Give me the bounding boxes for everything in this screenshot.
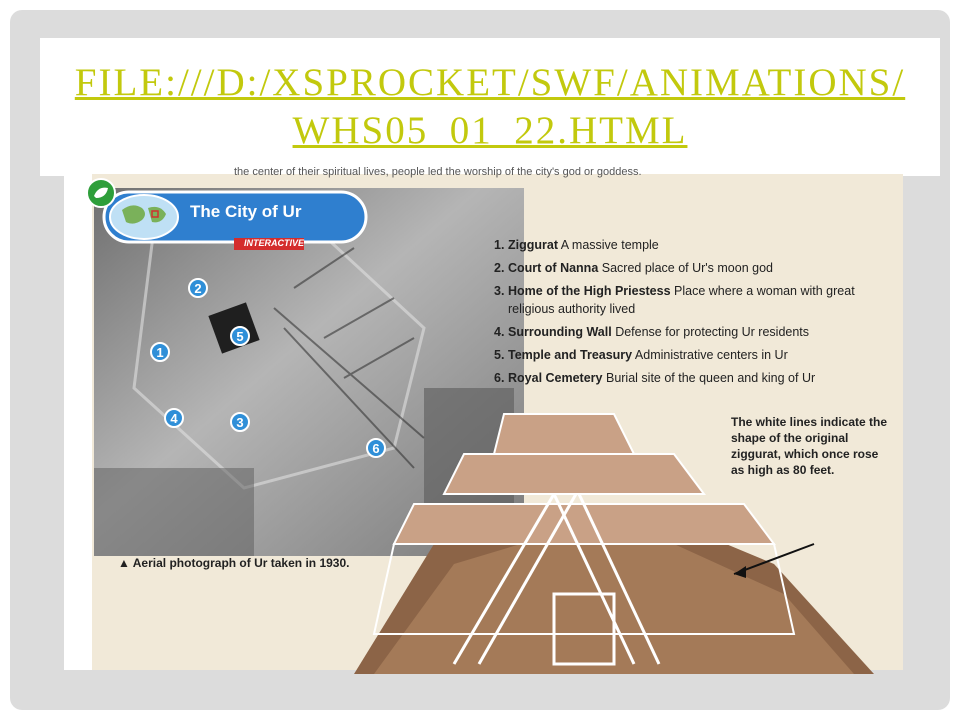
legend-term: Temple and Treasury: [508, 348, 633, 362]
legend-term: Surrounding Wall: [508, 325, 612, 339]
banner-subtitle: INTERACTIVE: [244, 238, 305, 248]
legend-number: 2.: [494, 261, 505, 275]
legend-item: [494, 282, 874, 318]
legend-list: [494, 236, 874, 392]
ziggurat-note: The white lines indicate the shape of the original ziggurat, which once rose as high as 80 feet.: [731, 415, 888, 477]
marker-1[interactable]: 1: [150, 342, 170, 362]
legend-term: Court of Nanna: [508, 261, 599, 275]
legend-desc: Burial site of the queen and king of Ur: [605, 371, 816, 385]
legend-desc: Defense for protecting Ur residents: [615, 325, 810, 339]
legend-term: Royal Cemetery: [508, 371, 603, 385]
marker-5[interactable]: 5: [230, 326, 250, 346]
legend-item: [494, 323, 874, 341]
title-box: [40, 38, 940, 176]
legend-number: 1.: [494, 238, 505, 252]
legend-item: [494, 346, 874, 364]
marker-3[interactable]: 3: [230, 412, 250, 432]
legend-number: 3.: [494, 284, 505, 298]
legend-desc: A massive temple: [560, 238, 659, 252]
file-link[interactable]: FILE:///D:/XSPROCKET/SWF/ANIMATIONS/WHS05_01_22.HTML: [74, 61, 906, 152]
legend-item: [494, 259, 874, 277]
banner-title: The City of Ur: [190, 202, 302, 221]
legend-desc: Sacred place of Ur's moon god: [601, 261, 773, 275]
marker-4[interactable]: 4: [164, 408, 184, 428]
legend-item: [494, 236, 874, 254]
legend-term: Home of the High Priestess: [508, 284, 671, 298]
book-edge: [64, 174, 92, 670]
marker-6[interactable]: 6: [366, 438, 386, 458]
panel-top-text: the center of their spiritual lives, people led the worship of the city's god or goddess.: [234, 166, 642, 178]
legend-desc: Place where a woman with great religious authority lived: [508, 284, 855, 316]
city-of-ur-banner: [104, 186, 384, 261]
legend-number: 5.: [494, 348, 505, 362]
leaf-icon: [88, 180, 114, 206]
photo-caption: ▲ Aerial photograph of Ur taken in 1930.: [118, 556, 350, 570]
legend-term: Ziggurat: [508, 238, 558, 252]
legend-number: 4.: [494, 325, 505, 339]
slide-frame: [10, 10, 950, 710]
interactive-image-panel: [64, 166, 903, 670]
interactive-nav-icon[interactable]: [86, 178, 116, 208]
marker-2[interactable]: 2: [188, 278, 208, 298]
legend-number: 6.: [494, 371, 505, 385]
legend-item: [494, 369, 874, 387]
legend-desc: Administrative centers in Ur: [634, 348, 788, 362]
